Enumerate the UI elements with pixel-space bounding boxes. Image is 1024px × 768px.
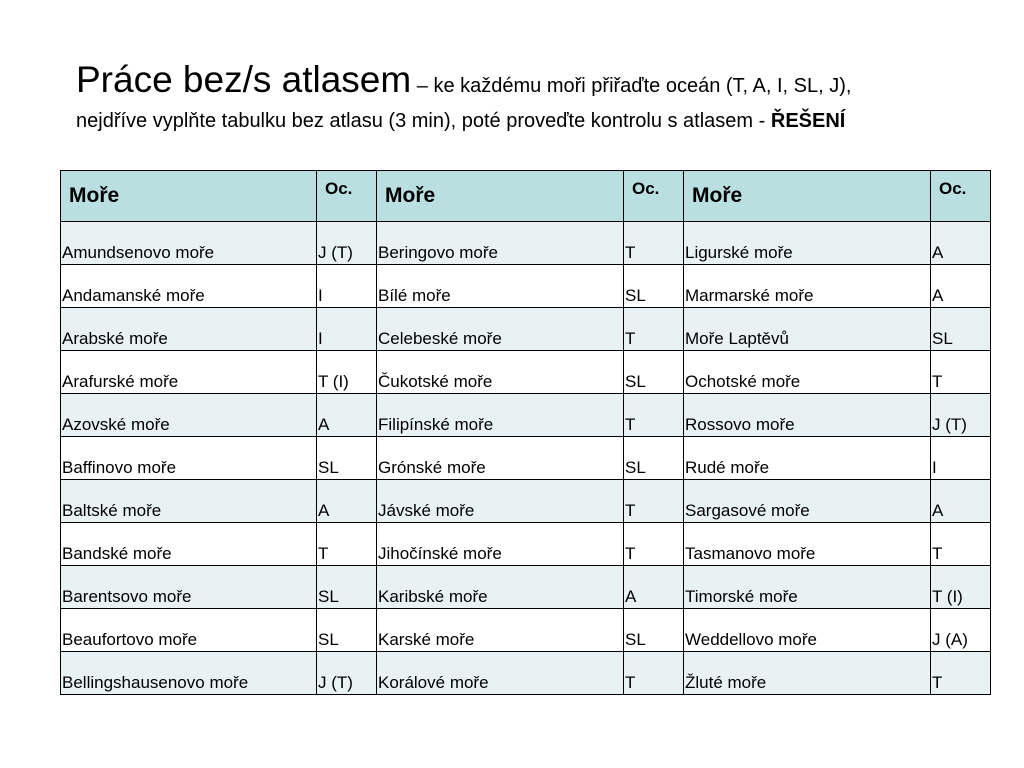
table-row	[61, 566, 991, 609]
title-main: Práce bez/s atlasem	[76, 59, 412, 100]
title-line-1	[76, 58, 1006, 110]
sea-name-cell: Čukotské moře	[377, 351, 624, 394]
header-ocean-3: Oc.	[931, 171, 991, 222]
sea-name-cell: Amundsenovo moře	[61, 222, 317, 265]
ocean-cell: A	[317, 480, 377, 523]
header-ocean-1: Oc.	[317, 171, 377, 222]
ocean-cell: A	[624, 566, 684, 609]
sea-name-cell: Karské moře	[377, 609, 624, 652]
ocean-cell: SL	[317, 566, 377, 609]
sea-name-cell: Bellingshausenovo moře	[61, 652, 317, 695]
sea-name-cell: Baffinovo moře	[61, 437, 317, 480]
table-row	[61, 351, 991, 394]
ocean-cell: T	[317, 523, 377, 566]
table-row	[61, 609, 991, 652]
sea-name-cell: Grónské moře	[377, 437, 624, 480]
ocean-cell: I	[317, 265, 377, 308]
sea-name-cell: Bílé moře	[377, 265, 624, 308]
ocean-cell: SL	[624, 351, 684, 394]
ocean-cell: A	[931, 480, 991, 523]
header-ocean-2: Oc.	[624, 171, 684, 222]
ocean-cell: J (A)	[931, 609, 991, 652]
ocean-cell: T	[931, 652, 991, 695]
ocean-cell: T	[624, 652, 684, 695]
header-sea-2: Moře	[377, 171, 624, 222]
table-row	[61, 437, 991, 480]
sea-name-cell: Žluté moře	[684, 652, 931, 695]
header-sea-3: Moře	[684, 171, 931, 222]
sea-name-cell: Beringovo moře	[377, 222, 624, 265]
table-row	[61, 652, 991, 695]
title-line-2	[76, 106, 1006, 136]
ocean-cell: T (I)	[317, 351, 377, 394]
sea-name-cell: Korálové moře	[377, 652, 624, 695]
header-sea-1: Moře	[61, 171, 317, 222]
sea-name-cell: Jávské moře	[377, 480, 624, 523]
sea-name-cell: Celebeské moře	[377, 308, 624, 351]
ocean-cell: SL	[624, 609, 684, 652]
table-row	[61, 222, 991, 265]
sea-name-cell: Rudé moře	[684, 437, 931, 480]
ocean-cell: J (T)	[317, 652, 377, 695]
table-row	[61, 480, 991, 523]
table-body	[61, 222, 991, 695]
sea-name-cell: Andamanské moře	[61, 265, 317, 308]
title-solution-label: ŘEŠENÍ	[770, 110, 846, 132]
ocean-cell: T	[931, 523, 991, 566]
sea-name-cell: Marmarské moře	[684, 265, 931, 308]
ocean-cell: J (T)	[317, 222, 377, 265]
sea-name-cell: Ligurské moře	[684, 222, 931, 265]
ocean-cell: I	[317, 308, 377, 351]
sea-name-cell: Beaufortovo moře	[61, 609, 317, 652]
ocean-cell: SL	[624, 437, 684, 480]
title-instructions: – ke každému moři přiřaďte oceán (T, A, I, SL, J),	[411, 75, 852, 97]
table-row	[61, 523, 991, 566]
ocean-cell: A	[317, 394, 377, 437]
ocean-cell: SL	[931, 308, 991, 351]
sea-name-cell: Weddellovo moře	[684, 609, 931, 652]
seas-table	[60, 170, 991, 695]
ocean-cell: T	[624, 308, 684, 351]
ocean-cell: A	[931, 265, 991, 308]
ocean-cell: T	[624, 523, 684, 566]
table-row	[61, 308, 991, 351]
ocean-cell: A	[931, 222, 991, 265]
sea-name-cell: Rossovo moře	[684, 394, 931, 437]
ocean-cell: T	[624, 394, 684, 437]
table-header-row	[61, 171, 991, 222]
sea-name-cell: Azovské moře	[61, 394, 317, 437]
ocean-cell: SL	[624, 265, 684, 308]
sea-name-cell: Timorské moře	[684, 566, 931, 609]
sea-name-cell: Arabské moře	[61, 308, 317, 351]
ocean-cell: T	[624, 480, 684, 523]
sea-name-cell: Sargasové moře	[684, 480, 931, 523]
ocean-cell: T	[931, 351, 991, 394]
ocean-cell: J (T)	[931, 394, 991, 437]
ocean-cell: T (I)	[931, 566, 991, 609]
sea-name-cell: Arafurské moře	[61, 351, 317, 394]
sea-name-cell: Barentsovo moře	[61, 566, 317, 609]
ocean-cell: SL	[317, 437, 377, 480]
sea-name-cell: Moře Laptěvů	[684, 308, 931, 351]
sea-name-cell: Tasmanovo moře	[684, 523, 931, 566]
table-row	[61, 265, 991, 308]
sea-name-cell: Jihočínské moře	[377, 523, 624, 566]
ocean-cell: T	[624, 222, 684, 265]
slide-title	[76, 58, 1006, 136]
sea-name-cell: Bandské moře	[61, 523, 317, 566]
sea-name-cell: Karibské moře	[377, 566, 624, 609]
sea-name-cell: Baltské moře	[61, 480, 317, 523]
ocean-cell: I	[931, 437, 991, 480]
sea-name-cell: Filipínské moře	[377, 394, 624, 437]
sea-name-cell: Ochotské moře	[684, 351, 931, 394]
ocean-cell: SL	[317, 609, 377, 652]
title-instructions-2: nejdříve vyplňte tabulku bez atlasu (3 min), poté proveďte kontrolu s atlasem -	[76, 110, 771, 132]
table-row	[61, 394, 991, 437]
